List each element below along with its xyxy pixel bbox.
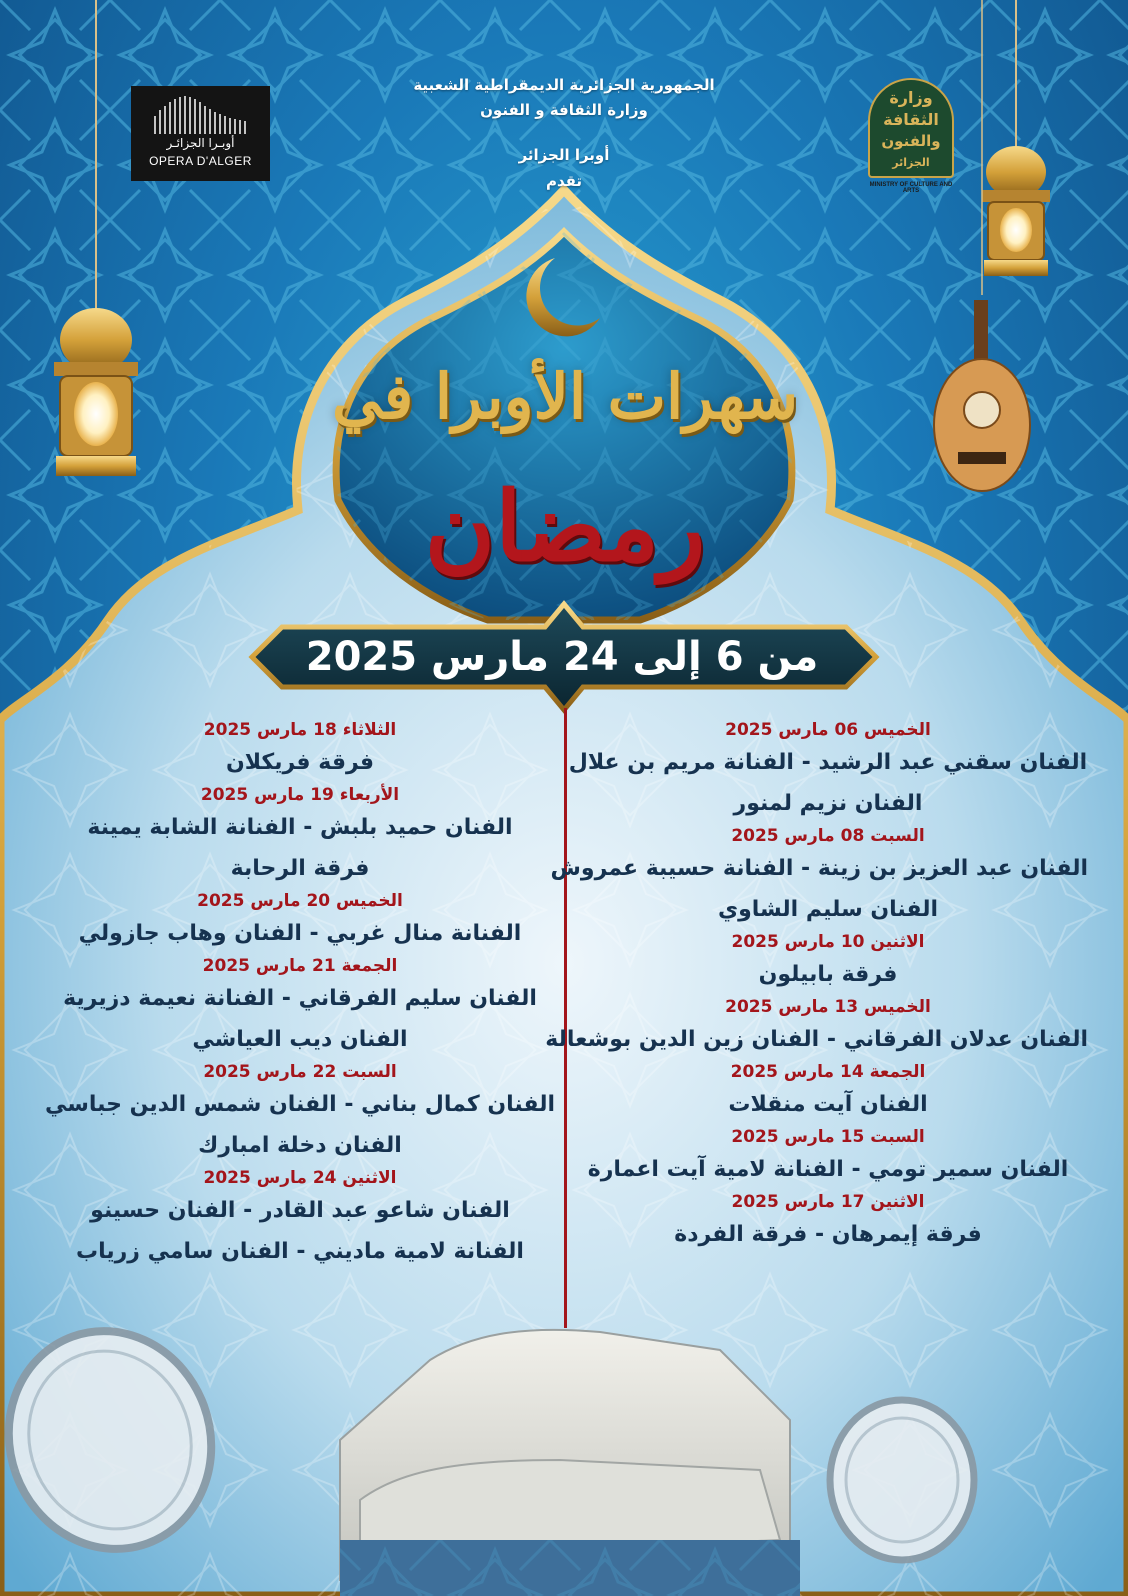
event-day xyxy=(568,718,1088,824)
event-date: الخميس 13 مارس 2025 xyxy=(725,997,931,1017)
drum-right xyxy=(830,1400,974,1560)
event-artists: فرقة فريكلان xyxy=(225,750,375,775)
schedule-column-left xyxy=(40,718,560,1272)
event-artists: الفنان سليم الشاوي xyxy=(717,897,939,922)
event-day xyxy=(568,1060,1088,1125)
header-presents: تقدم xyxy=(545,172,583,190)
date-range-banner: من 6 إلى 24 مارس 2025 xyxy=(305,634,819,680)
ministry-logo-line2: الثقافة xyxy=(883,110,939,129)
event-artists: الفنان حميد بلبش - الفنانة الشابة يمينة xyxy=(87,815,513,840)
event-date: السبت 22 مارس 2025 xyxy=(203,1062,397,1082)
event-artists: فرقة إيمرهان - فرقة الفردة xyxy=(674,1222,982,1247)
header-ministry: وزارة الثقافة و الفنون xyxy=(480,101,648,119)
event-artists: الفنان شاعو عبد القادر - الفنان حسينو xyxy=(90,1198,510,1223)
event-artists: الفنان نزيم لمنور xyxy=(733,791,923,816)
event-artists: الفنان دخلة امبارك xyxy=(198,1133,402,1158)
schedule-divider xyxy=(564,708,567,1328)
event-date: الأربعاء 19 مارس 2025 xyxy=(200,785,400,805)
opera-bars-icon xyxy=(147,94,254,134)
event-artists: الفنان عبد العزيز بن زينة - الفنانة حسيبة عمروش xyxy=(550,856,1088,881)
title-opera-nights: سهرات الأوبرا في xyxy=(331,360,799,433)
lantern-left xyxy=(54,308,138,476)
event-artists: الفنان سليم الفرقاني - الفنانة نعيمة دزيرية xyxy=(63,986,537,1011)
opera-logo-arabic: أوبـرا الجزائـر xyxy=(166,136,235,150)
event-day xyxy=(550,824,1088,930)
event-date: الخميس 20 مارس 2025 xyxy=(197,891,403,911)
event-artists: الفنان آيت منقلات xyxy=(728,1092,928,1117)
event-day xyxy=(40,954,560,1060)
event-artists: فرقة الرحابة xyxy=(230,856,370,881)
event-day xyxy=(40,1166,560,1272)
event-date: الجمعة 21 مارس 2025 xyxy=(202,956,398,976)
ministry-logo-line1: وزارة xyxy=(889,88,933,107)
ministry-culture-logo xyxy=(862,78,960,196)
event-day xyxy=(40,718,560,783)
event-artists: الفنان ديب العياشي xyxy=(192,1027,408,1052)
schedule-column-right xyxy=(545,718,1088,1255)
event-date: السبت 08 مارس 2025 xyxy=(731,826,925,846)
header-opera: أوبرا الجزائر xyxy=(518,146,610,164)
ministry-logo-english: MINISTRY OF CULTURE AND ARTS xyxy=(869,182,953,194)
event-day xyxy=(568,930,1088,995)
opera-logo-french: OPERA D'ALGER xyxy=(149,154,252,168)
event-date: الثلاثاء 18 مارس 2025 xyxy=(203,720,397,740)
event-day xyxy=(568,1125,1088,1190)
ministry-logo-line4: الجزائر xyxy=(892,156,930,169)
event-artists: الفنان سقني عبد الرشيد - الفنانة مريم بن علال xyxy=(568,750,1088,775)
event-date: الخميس 06 مارس 2025 xyxy=(725,720,931,740)
ministry-logo-line3: والفنون xyxy=(881,132,941,150)
event-day xyxy=(40,889,560,954)
title-ramadan: رمضان xyxy=(424,470,706,583)
event-date: الجمعة 14 مارس 2025 xyxy=(730,1062,926,1082)
event-day xyxy=(568,1190,1088,1255)
event-date: الاثنين 17 مارس 2025 xyxy=(731,1192,925,1212)
event-date: الاثنين 24 مارس 2025 xyxy=(203,1168,397,1188)
header-republic: الجمهورية الجزائرية الديمقراطية الشعبية xyxy=(413,76,715,94)
event-artists: الفنان سمير تومي - الفنانة لامية آيت اعمارة xyxy=(587,1157,1069,1182)
opera-dalger-logo xyxy=(131,86,270,181)
event-artists: الفنانة منال غربي - الفنان وهاب جازولي xyxy=(78,921,522,946)
event-day xyxy=(40,1060,560,1166)
event-artists: الفنان عدلان الفرقاني - الفنان زين الدين بوشعالة xyxy=(545,1027,1088,1052)
event-artists: فرقة بابيلون xyxy=(758,962,898,987)
event-artists: الفنانة لامية ماديني - الفنان سامي زرياب xyxy=(76,1239,524,1264)
event-artists: الفنان كمال بناني - الفنان شمس الدين جباسي xyxy=(44,1092,555,1117)
lantern-right xyxy=(982,146,1050,276)
event-day xyxy=(545,995,1088,1060)
event-date: الاثنين 10 مارس 2025 xyxy=(731,932,925,952)
event-day xyxy=(40,783,560,889)
event-date: السبت 15 مارس 2025 xyxy=(731,1127,925,1147)
